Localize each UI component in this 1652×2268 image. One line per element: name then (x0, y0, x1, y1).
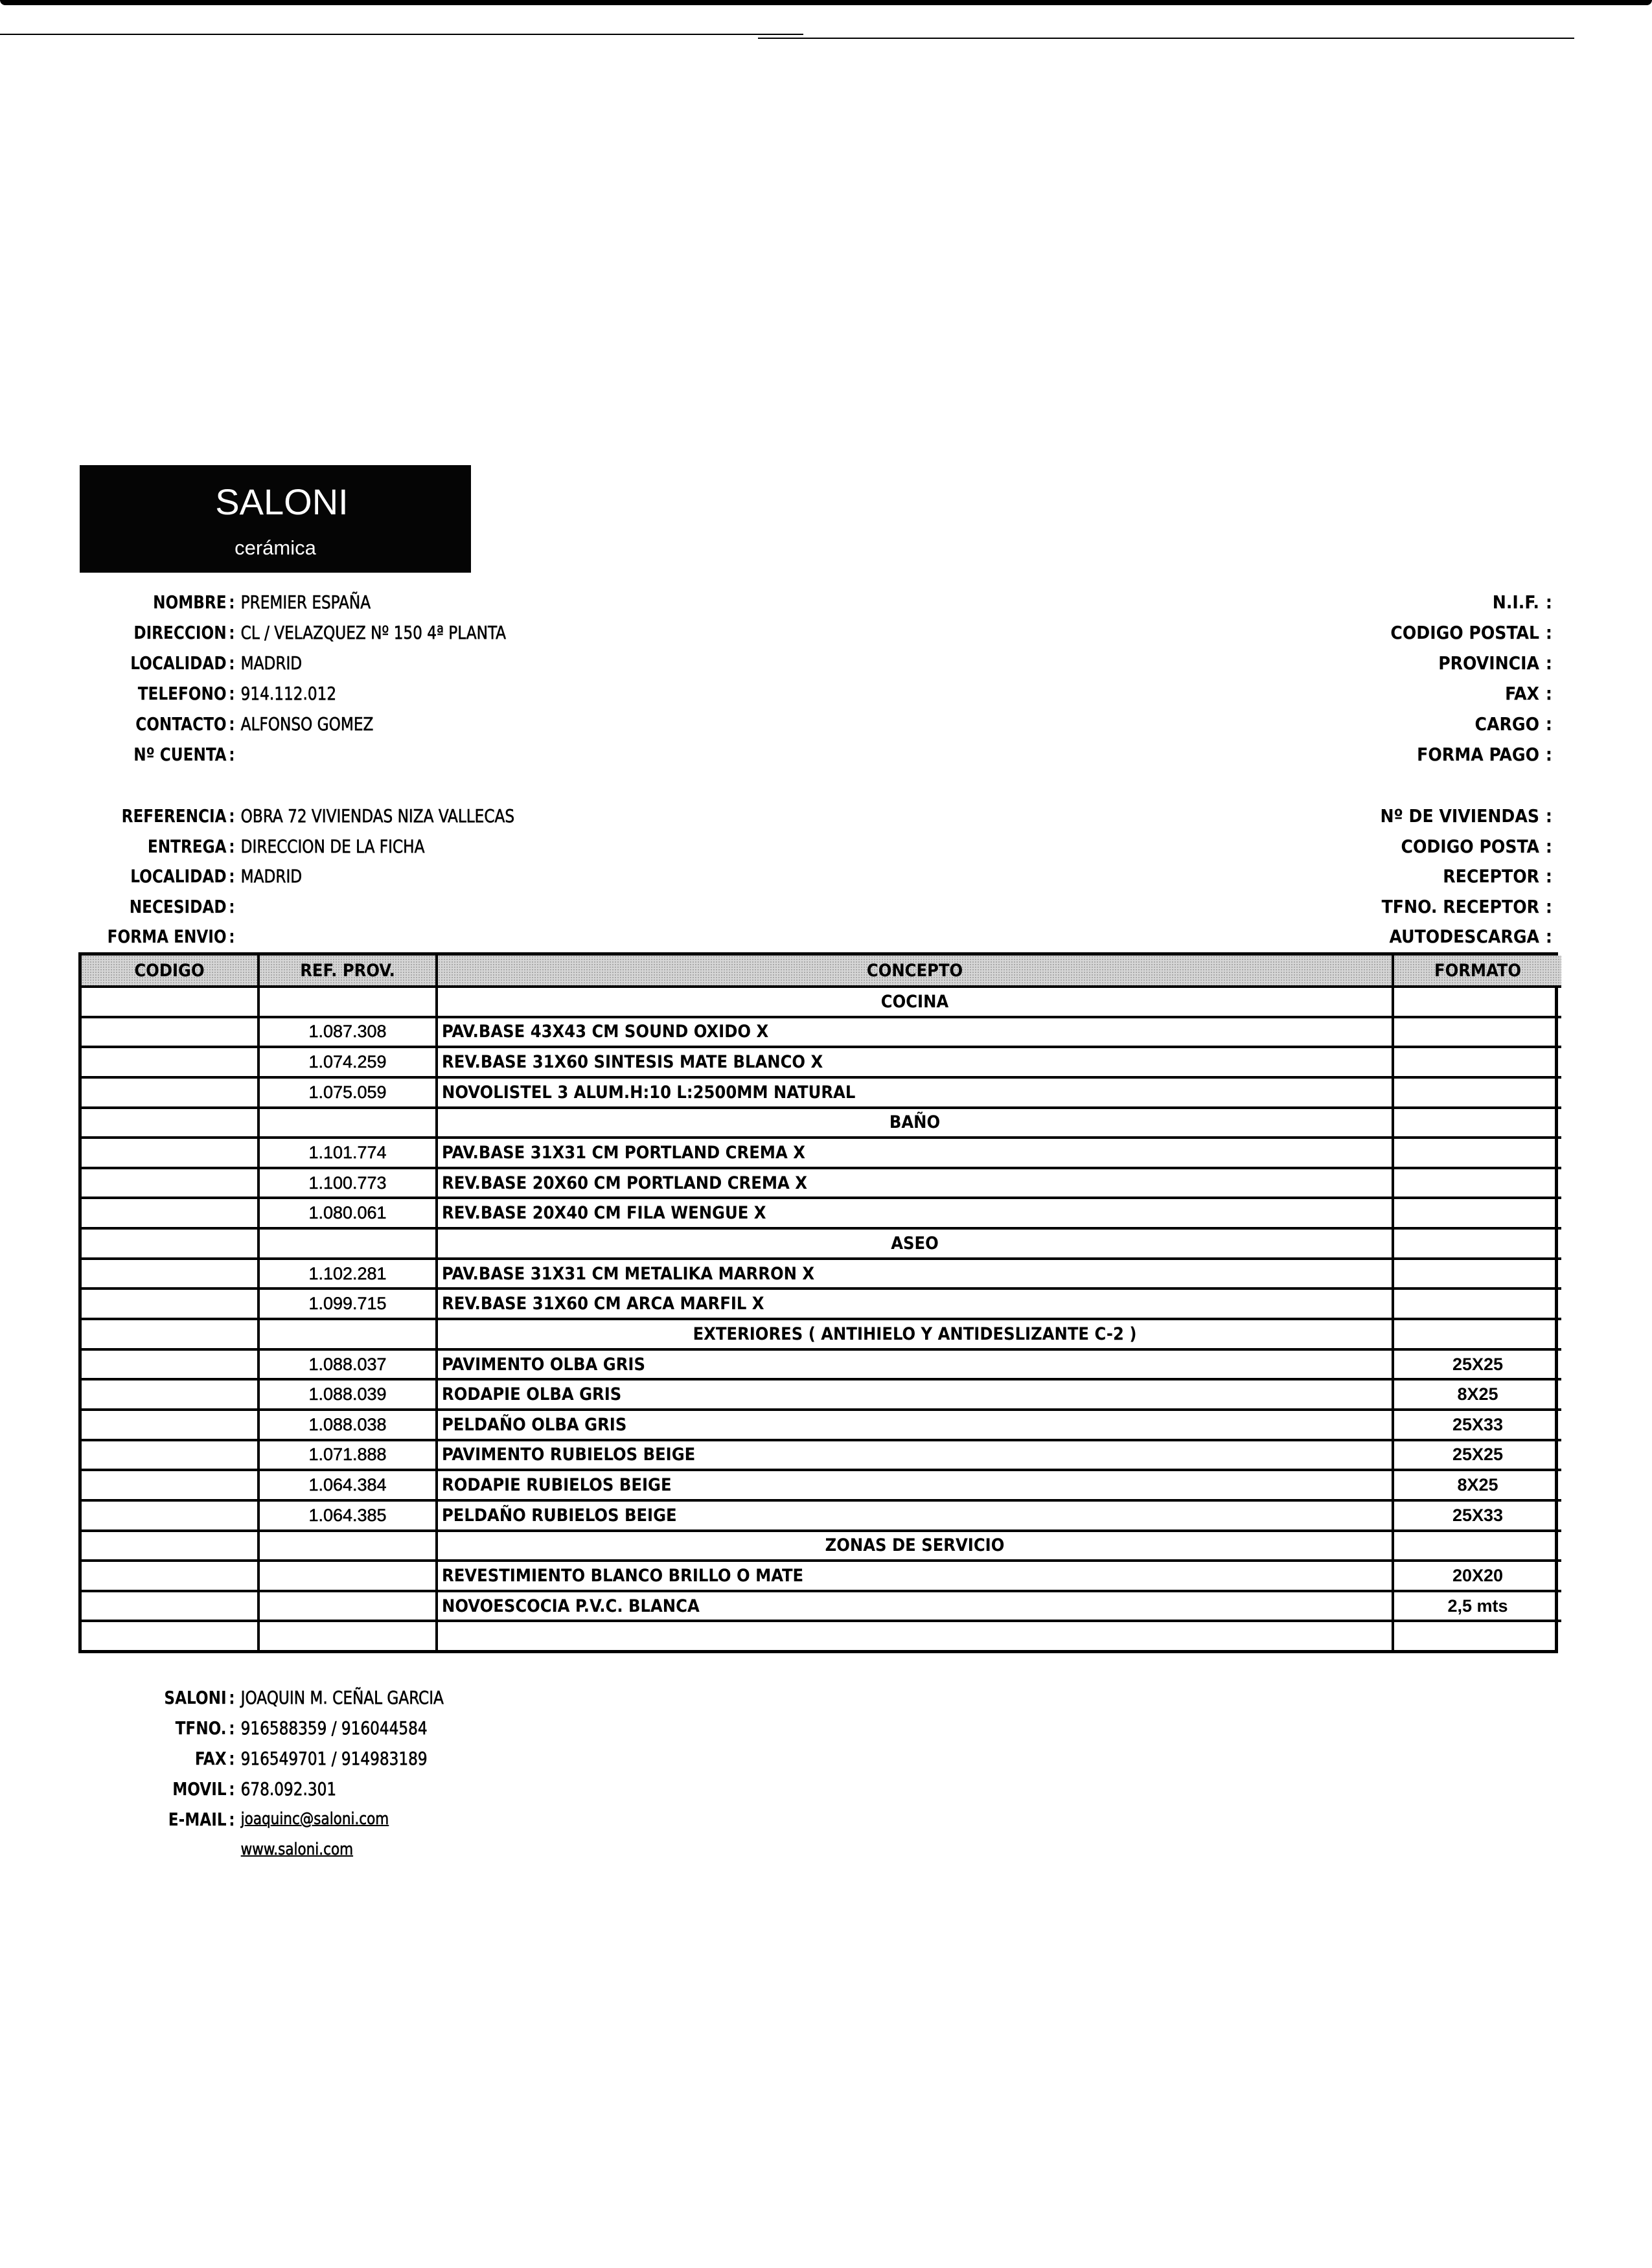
field-colon: : (1545, 713, 1552, 735)
field-value: MADRID (240, 865, 303, 887)
cell-ref: 1.099.715 (258, 1289, 437, 1319)
cell-concepto: REV.BASE 20X40 CM FILA WENGUE X (437, 1198, 1393, 1228)
cell-ref (258, 987, 437, 1017)
header-formato: FORMATO (1393, 956, 1561, 987)
field-colon: : (229, 895, 235, 917)
cell-ref: 1.080.061 (258, 1198, 437, 1228)
client-right-row (1101, 678, 1561, 709)
cell-ref: 1.071.888 (258, 1440, 437, 1471)
table-section-row (82, 1228, 1561, 1259)
cell-formato: 25X25 (1393, 1349, 1561, 1380)
cell-formato (1393, 1289, 1561, 1319)
field-value: ALFONSO GOMEZ (240, 713, 374, 735)
cell-concepto: NOVOLISTEL 3 ALUM.H:10 L:2500MM NATURAL (437, 1077, 1393, 1108)
table-row (82, 1198, 1561, 1228)
field-label: FAX (1505, 683, 1539, 704)
client-left-row (0, 739, 715, 770)
table-row (82, 1259, 1561, 1289)
cell-concepto: REV.BASE 31X60 SINTESIS MATE BLANCO X (437, 1047, 1393, 1077)
client-right-row (1101, 739, 1561, 770)
cell-formato: 25X33 (1393, 1500, 1561, 1531)
field-colon: : (229, 713, 235, 735)
cell-formato (1393, 1108, 1561, 1138)
cell-formato (1393, 1319, 1561, 1349)
table-row (82, 1500, 1561, 1531)
delivery-left-row (0, 921, 715, 952)
cell-codigo (82, 987, 258, 1017)
table-row (82, 1168, 1561, 1198)
field-label: TELEFONO (137, 683, 227, 704)
table-section-row (82, 1319, 1561, 1349)
cell-ref: 1.101.774 (258, 1138, 437, 1168)
cell-codigo (82, 1410, 258, 1440)
table-row (82, 1470, 1561, 1500)
table-header-row (82, 956, 1561, 987)
table-row (82, 1077, 1561, 1108)
cell-ref: 1.088.038 (258, 1410, 437, 1440)
cell-concepto: PELDAÑO RUBIELOS BEIGE (437, 1500, 1393, 1531)
cell-formato (1393, 987, 1561, 1017)
cell-concepto: REVESTIMIENTO BLANCO BRILLO O MATE (437, 1561, 1393, 1591)
field-colon: : (229, 744, 235, 765)
field-label: LOCALIDAD (130, 652, 227, 674)
cell-ref: 1.088.037 (258, 1349, 437, 1380)
cell-ref: 1.088.039 (258, 1379, 437, 1410)
field-colon: : (1545, 744, 1552, 765)
contact-label: E-MAIL (168, 1809, 227, 1830)
cell-codigo (82, 1198, 258, 1228)
website-row (0, 1835, 715, 1865)
cell-codigo (82, 1017, 258, 1048)
field-value: 914.112.012 (240, 683, 337, 704)
scan-artifact-line (758, 38, 1574, 39)
client-left-row (0, 587, 715, 617)
cell-codigo (82, 1470, 258, 1500)
field-colon: : (229, 683, 235, 704)
client-right-row (1101, 587, 1561, 617)
cell-codigo (82, 1259, 258, 1289)
cell-formato: 2,5 mts (1393, 1591, 1561, 1621)
contact-label: MOVIL (172, 1778, 227, 1800)
cell-ref: 1.102.281 (258, 1259, 437, 1289)
field-colon: : (229, 865, 235, 887)
cell-concepto: REV.BASE 31X60 CM ARCA MARFIL X (437, 1289, 1393, 1319)
cell-codigo (82, 1531, 258, 1561)
field-label: Nº CUENTA (133, 744, 227, 765)
field-label: CONTACTO (135, 713, 227, 735)
delivery-right-row (1101, 801, 1561, 831)
contact-row (0, 1682, 715, 1713)
cell-codigo (82, 1379, 258, 1410)
field-label: CARGO (1474, 713, 1539, 735)
field-label: AUTODESCARGA (1389, 926, 1539, 947)
contact-row (0, 1804, 715, 1835)
cell-concepto: BAÑO (437, 1108, 1393, 1138)
cell-codigo (82, 1138, 258, 1168)
table-row (82, 1047, 1561, 1077)
field-colon: : (229, 1778, 235, 1800)
delivery-right-row (1101, 861, 1561, 891)
field-label: REFERENCIA (121, 805, 227, 827)
field-value: CL / VELAZQUEZ Nº 150 4ª PLANTA (240, 622, 506, 643)
cell-ref (258, 1108, 437, 1138)
contact-row (0, 1743, 715, 1774)
cell-formato (1393, 1228, 1561, 1259)
field-colon: : (229, 622, 235, 643)
delivery-left-row (0, 801, 715, 831)
cell-formato (1393, 1077, 1561, 1108)
client-left-row (0, 617, 715, 648)
cell-concepto: PELDAÑO OLBA GRIS (437, 1410, 1393, 1440)
field-label: RECEPTOR (1443, 865, 1539, 887)
cell-ref (258, 1531, 437, 1561)
client-right-row (1101, 648, 1561, 678)
cell-codigo (82, 1621, 258, 1650)
table-row (82, 1379, 1561, 1410)
cell-codigo (82, 1591, 258, 1621)
cell-formato (1393, 1047, 1561, 1077)
cell-ref: 1.087.308 (258, 1017, 437, 1048)
logo-subtitle: cerámica (235, 536, 316, 559)
table-row (82, 1138, 1561, 1168)
cell-ref (258, 1591, 437, 1621)
client-left-row (0, 648, 715, 678)
cell-formato: 8X25 (1393, 1379, 1561, 1410)
field-colon: : (229, 1687, 235, 1708)
field-label: FORMA PAGO (1417, 744, 1539, 765)
logo-name: SALONI (215, 481, 349, 522)
contact-value: 916588359 / 916044584 (240, 1717, 428, 1739)
field-colon: : (1545, 805, 1552, 827)
table-row (82, 1561, 1561, 1591)
table-section-row (82, 987, 1561, 1017)
cell-concepto: ZONAS DE SERVICIO (437, 1531, 1393, 1561)
contact-value: JOAQUIN M. CEÑAL GARCIA (240, 1687, 444, 1708)
contact-label: FAX (194, 1748, 227, 1769)
field-label: FORMA ENVIO (107, 926, 227, 947)
cell-concepto: PAV.BASE 43X43 CM SOUND OXIDO X (437, 1017, 1393, 1048)
table-row (82, 1349, 1561, 1380)
cell-concepto: PAV.BASE 31X31 CM PORTLAND CREMA X (437, 1138, 1393, 1168)
cell-codigo (82, 1500, 258, 1531)
cell-ref (258, 1228, 437, 1259)
cell-formato: 25X33 (1393, 1410, 1561, 1440)
cell-codigo (82, 1168, 258, 1198)
delivery-right-row (1101, 891, 1561, 922)
cell-formato: 8X25 (1393, 1470, 1561, 1500)
cell-concepto: PAV.BASE 31X31 CM METALIKA MARRON X (437, 1259, 1393, 1289)
client-left-row (0, 709, 715, 739)
email-link[interactable]: joaquinc@saloni.com (240, 1809, 389, 1829)
header-ref-prov: REF. PROV. (258, 956, 437, 987)
cell-concepto: NOVOESCOCIA P.V.C. BLANCA (437, 1591, 1393, 1621)
field-colon: : (229, 591, 235, 613)
cell-ref: 1.064.384 (258, 1470, 437, 1500)
saloni-logo (80, 465, 471, 573)
cell-formato (1393, 1259, 1561, 1289)
field-colon: : (229, 652, 235, 674)
client-right-row (1101, 617, 1561, 648)
field-value: OBRA 72 VIVIENDAS NIZA VALLECAS (240, 805, 515, 827)
field-label: PROVINCIA (1438, 652, 1539, 674)
field-colon: : (1545, 652, 1552, 674)
cell-codigo (82, 1319, 258, 1349)
cell-concepto: COCINA (437, 987, 1393, 1017)
cell-ref (258, 1561, 437, 1591)
table-row (82, 1591, 1561, 1621)
website-link[interactable]: www.saloni.com (240, 1840, 354, 1859)
field-label: CODIGO POSTA (1401, 835, 1539, 857)
cell-ref: 1.075.059 (258, 1077, 437, 1108)
field-colon: : (1545, 622, 1552, 643)
cell-ref (258, 1621, 437, 1650)
field-label: NECESIDAD (129, 895, 227, 917)
cell-codigo (82, 1349, 258, 1380)
header-concepto: CONCEPTO (437, 956, 1393, 987)
cell-concepto: PAVIMENTO RUBIELOS BEIGE (437, 1440, 1393, 1471)
field-label: Nº DE VIVIENDAS (1380, 805, 1539, 827)
delivery-left-row (0, 861, 715, 891)
field-label: NOMBRE (153, 591, 227, 613)
cell-concepto: RODAPIE OLBA GRIS (437, 1379, 1393, 1410)
field-value: PREMIER ESPAÑA (240, 591, 371, 613)
cell-formato (1393, 1138, 1561, 1168)
cell-concepto (437, 1621, 1393, 1650)
cell-codigo (82, 1108, 258, 1138)
client-right-row (1101, 709, 1561, 739)
cell-formato (1393, 1017, 1561, 1048)
delivery-left-row (0, 831, 715, 862)
cell-formato (1393, 1621, 1561, 1650)
cell-formato (1393, 1168, 1561, 1198)
field-colon: : (1545, 683, 1552, 704)
cell-formato (1393, 1198, 1561, 1228)
field-value: DIRECCION DE LA FICHA (240, 835, 425, 857)
scan-edge-top (0, 0, 1652, 5)
table-section-row (82, 1108, 1561, 1138)
field-colon: : (229, 926, 235, 947)
contact-row (0, 1713, 715, 1743)
field-colon: : (1545, 895, 1552, 917)
cell-codigo (82, 1440, 258, 1471)
cell-codigo (82, 1077, 258, 1108)
contact-value: 916549701 / 914983189 (240, 1748, 428, 1769)
field-colon: : (229, 1748, 235, 1769)
field-value: MADRID (240, 652, 303, 674)
table-row (82, 1410, 1561, 1440)
order-table (78, 952, 1558, 1653)
cell-concepto: PAVIMENTO OLBA GRIS (437, 1349, 1393, 1380)
delivery-left-row (0, 891, 715, 922)
field-label: DIRECCION (133, 622, 227, 643)
cell-ref: 1.100.773 (258, 1168, 437, 1198)
cell-ref: 1.064.385 (258, 1500, 437, 1531)
field-label: N.I.F. (1492, 591, 1539, 613)
field-colon: : (1545, 835, 1552, 857)
contact-label: TFNO. (175, 1717, 227, 1739)
cell-ref (258, 1319, 437, 1349)
field-label: LOCALIDAD (130, 865, 227, 887)
field-colon: : (229, 835, 235, 857)
header-codigo: CODIGO (82, 956, 258, 987)
field-colon: : (229, 805, 235, 827)
field-label: ENTREGA (147, 835, 227, 857)
delivery-right-row (1101, 921, 1561, 952)
cell-formato: 20X20 (1393, 1561, 1561, 1591)
table-row (82, 1289, 1561, 1319)
cell-codigo (82, 1047, 258, 1077)
table-row (82, 1440, 1561, 1471)
field-label: CODIGO POSTAL (1390, 622, 1539, 643)
field-colon: : (229, 1809, 235, 1830)
field-colon: : (229, 1717, 235, 1739)
cell-concepto: RODAPIE RUBIELOS BEIGE (437, 1470, 1393, 1500)
cell-codigo (82, 1561, 258, 1591)
cell-formato (1393, 1531, 1561, 1561)
cell-concepto: REV.BASE 20X60 CM PORTLAND CREMA X (437, 1168, 1393, 1198)
cell-concepto: EXTERIORES ( ANTIHIELO Y ANTIDESLIZANTE C-2 ) (437, 1319, 1393, 1349)
scan-artifact-line (0, 34, 803, 35)
table-row (82, 1017, 1561, 1048)
cell-ref: 1.074.259 (258, 1047, 437, 1077)
contact-label: SALONI (164, 1687, 227, 1708)
field-colon: : (1545, 865, 1552, 887)
cell-concepto: ASEO (437, 1228, 1393, 1259)
cell-codigo (82, 1228, 258, 1259)
field-label: TFNO. RECEPTOR (1381, 895, 1539, 917)
table-section-row (82, 1531, 1561, 1561)
contact-row (0, 1774, 715, 1804)
cell-formato: 25X25 (1393, 1440, 1561, 1471)
contact-value: 678.092.301 (240, 1778, 337, 1800)
cell-codigo (82, 1289, 258, 1319)
table-row (82, 1621, 1561, 1650)
delivery-right-row (1101, 831, 1561, 862)
field-colon: : (1545, 591, 1552, 613)
client-left-row (0, 678, 715, 709)
field-colon: : (1545, 926, 1552, 947)
